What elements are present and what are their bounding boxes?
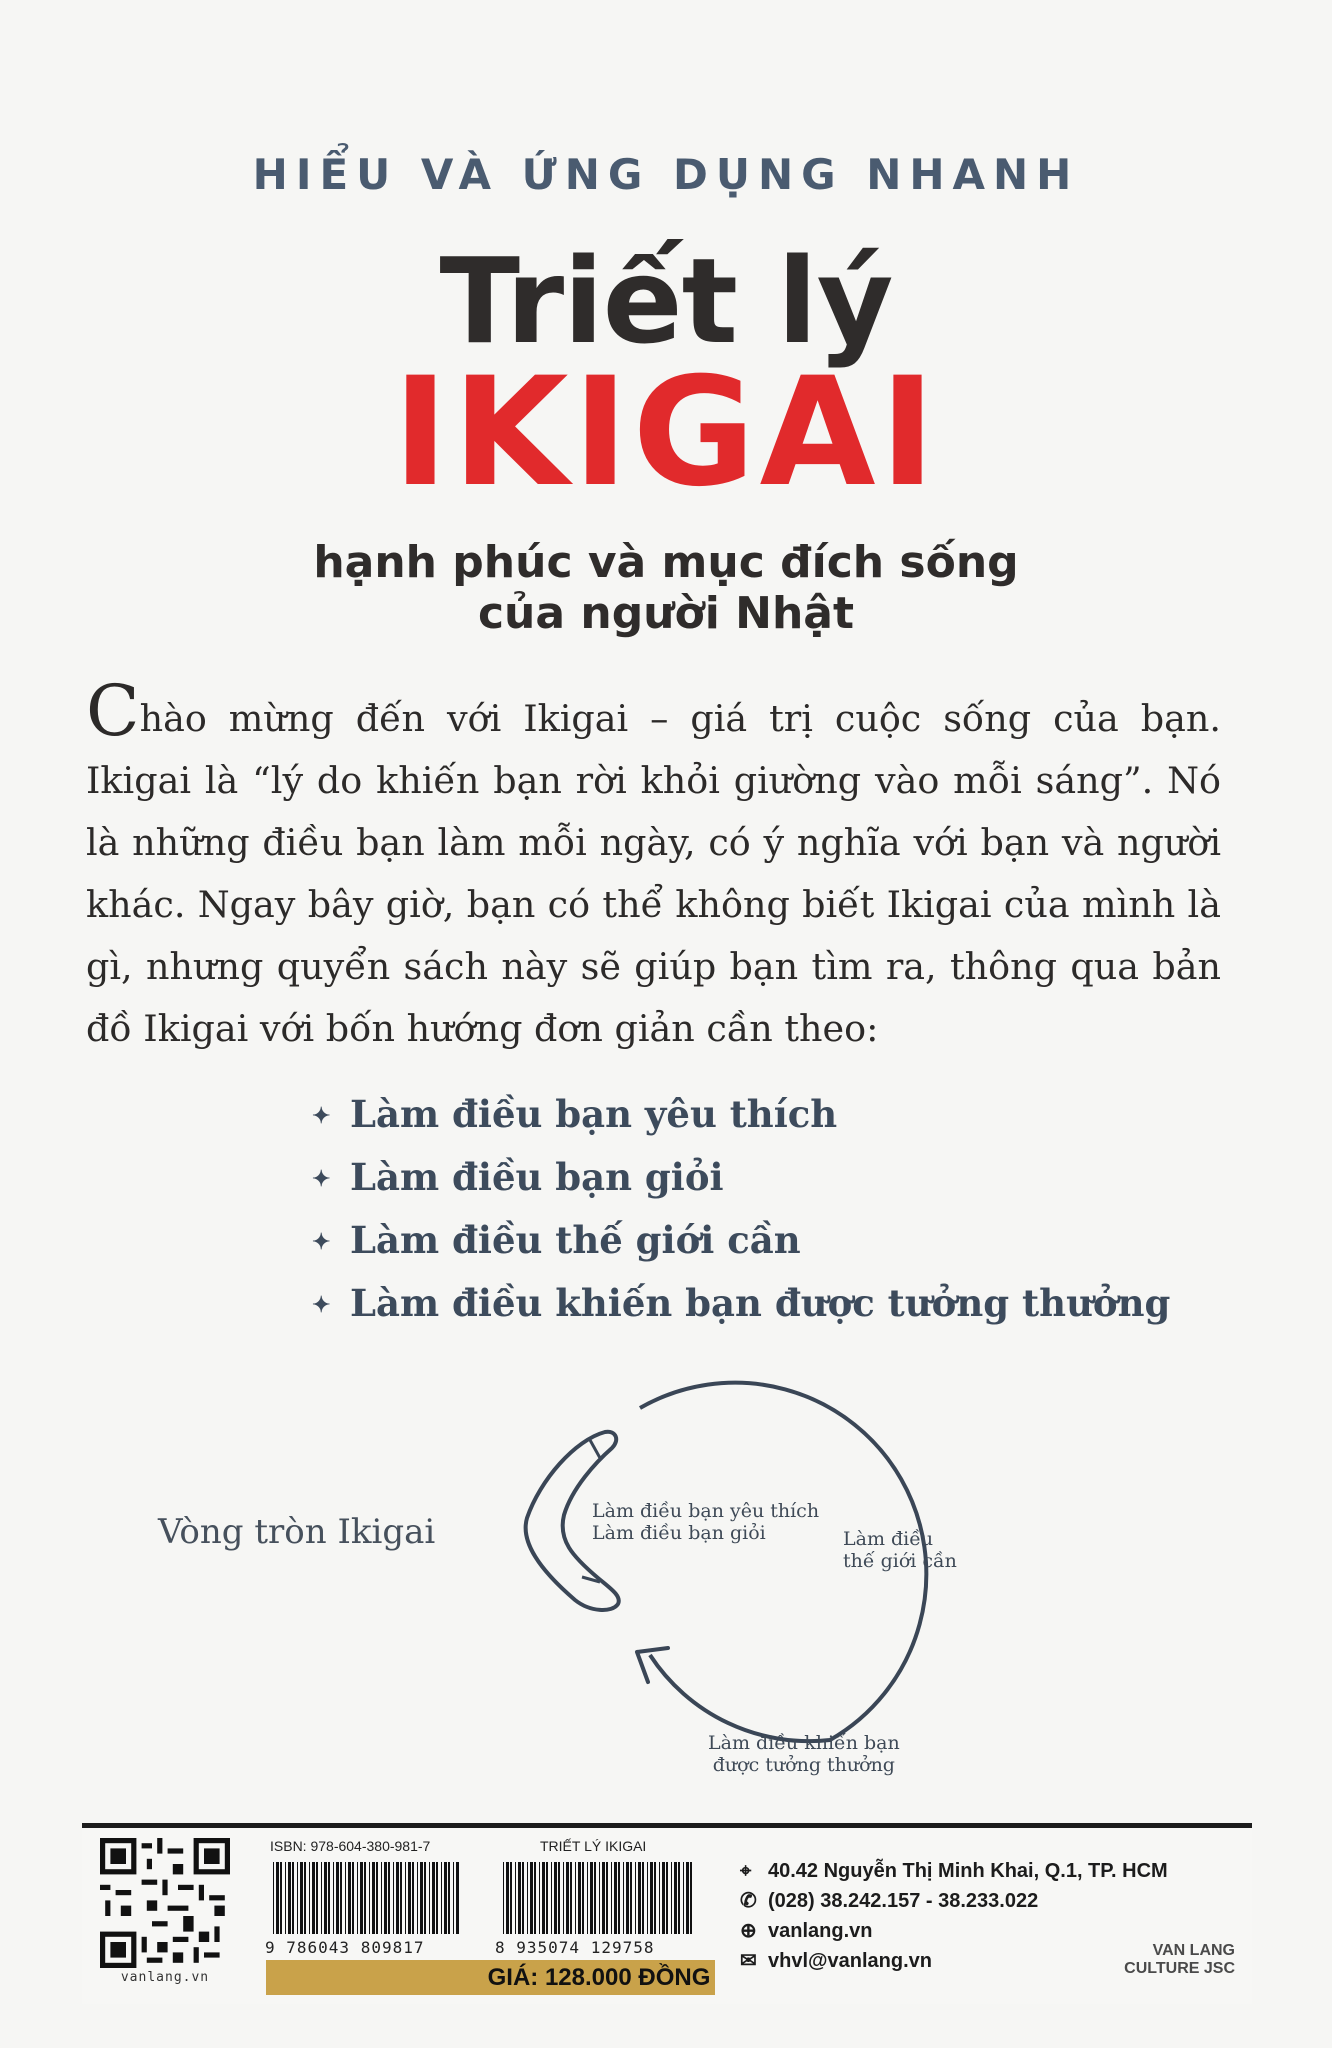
phone-text: (028) 38.242.157 - 38.233.022 <box>768 1890 1039 1912</box>
bullet-text: Làm điều bạn yêu thích <box>350 1092 838 1136</box>
location-pin-icon: ⌖ <box>740 1860 752 1882</box>
publisher-line-1: VAN LANG <box>1152 1942 1235 1959</box>
four-point-star-icon: ✦ <box>312 1229 331 1255</box>
ean-number-1: 9 786043 809817 <box>265 1938 425 1957</box>
label-right-2: thế giới cần <box>843 1550 957 1572</box>
address-row <box>740 1856 1168 1886</box>
barcode-icon <box>265 1862 705 1942</box>
bullet-text: Làm điều khiến bạn được tưởng thưởng <box>350 1281 1171 1325</box>
arrow-head-icon <box>637 1648 668 1682</box>
label-right-1: Làm điều <box>843 1528 934 1550</box>
price-label: GIÁ: 128.000 ĐỒNG <box>483 1960 715 1995</box>
series-heading: HIỂU VÀ ỨNG DỤNG NHANH <box>252 150 1080 199</box>
subtitle-line-2: của người Nhật <box>477 587 855 639</box>
label-bottom-1: Làm điều khiến bạn <box>708 1732 900 1754</box>
globe-icon: ⊕ <box>740 1920 757 1942</box>
four-point-star-icon: ✦ <box>312 1103 331 1129</box>
publisher-line-2: CULTURE JSC <box>1124 1960 1235 1977</box>
label-inner-1: Làm điều bạn yêu thích <box>592 1500 820 1522</box>
bullet-text: Làm điều bạn giỏi <box>350 1155 724 1199</box>
address-text: 40.42 Nguyễn Thị Minh Khai, Q.1, TP. HCM <box>768 1860 1168 1882</box>
four-point-star-icon: ✦ <box>312 1292 331 1318</box>
envelope-icon: ✉ <box>740 1950 757 1972</box>
price-band <box>266 1960 483 1995</box>
ean-number-2: 8 935074 129758 <box>495 1938 655 1957</box>
bullet-text: Làm điều thế giới cần <box>350 1218 801 1262</box>
intro-text: hào mừng đến với Ikigai – giá trị cuộc sống của bạn. Ikigai là “lý do khiến bạn rời khỏi giường vào mỗi sáng”. Nó là những điều bạn làm mỗi ngày, có ý nghĩa với bạn và người khác. Ngay bây giờ, bạn có thể không biết Ikigai của mình là gì, nhưng quyển sách này sẽ giúp bạn tìm ra, thông qua bản đồ Ikigai với bốn hướng đơn giản cần theo: <box>86 697 1221 1050</box>
website-text: vanlang.vn <box>768 1920 873 1942</box>
drop-cap: C <box>86 670 140 752</box>
diagram-caption: Vòng tròn Ikigai <box>158 1512 436 1552</box>
qr-code-icon <box>100 1838 230 1968</box>
qr-caption: vanlang.vn <box>120 1970 210 1985</box>
qr-code <box>100 1838 230 1988</box>
four-point-star-icon: ✦ <box>312 1166 331 1192</box>
phone-row <box>740 1886 1168 1916</box>
label-inner-2: Làm điều bạn giỏi <box>592 1522 766 1544</box>
isbn-label: ISBN: 978-604-380-981-7 <box>270 1838 431 1854</box>
diagram-label-right <box>843 1528 957 1572</box>
subtitle-line-1: hạnh phúc và mục đích sống <box>313 537 1019 588</box>
title-line-1: Triết lý <box>439 232 893 370</box>
title-line-2: IKIGAI <box>392 346 940 520</box>
phone-icon: ✆ <box>740 1890 757 1912</box>
product-label: TRIẾT LÝ IKIGAI <box>540 1838 647 1854</box>
diagram-label-inner <box>592 1500 819 1544</box>
label-bottom-2: được tưởng thưởng <box>712 1754 895 1776</box>
publisher-logo <box>1065 1942 1235 1978</box>
diagram-label-bottom <box>708 1732 900 1776</box>
email-text: vhvl@vanlang.vn <box>768 1950 932 1972</box>
